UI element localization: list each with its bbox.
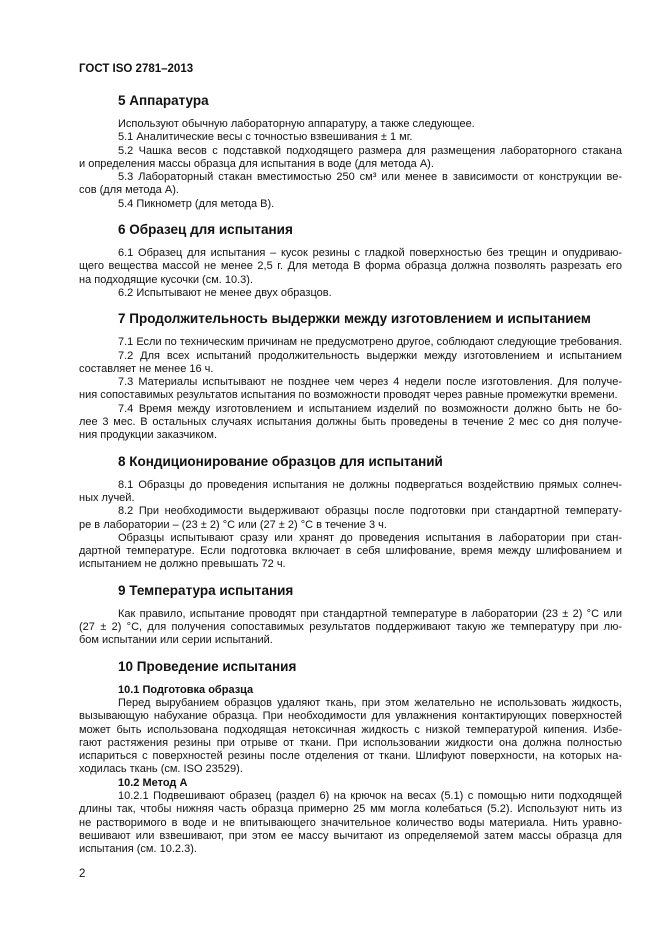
- paragraph: [79, 287, 622, 300]
- text-line: 8.1 Образцы до проведения испытания не должны подвергаться воздействию прямых солнеч-: [118, 478, 622, 491]
- paragraph: [79, 350, 622, 377]
- paragraph: [79, 198, 622, 211]
- paragraph: [79, 403, 622, 443]
- paragraph: [79, 336, 622, 349]
- subsection-heading: 10.2 Метод А: [118, 776, 188, 789]
- text-line: гают растяжения резины при отрыве от ткани. При использовании жидкости она должна полностью: [79, 736, 622, 749]
- text-line: вешивают или взвешивают, при этом ее массу вычитают из определяемой затем массы образца для: [79, 829, 622, 842]
- text-line: может быть использована подходящая нетоксичная жидкость с низкой температурой кипения. Избе-: [79, 723, 622, 736]
- paragraph: [79, 376, 622, 403]
- page-number: 2: [79, 868, 86, 881]
- text-line: 5.2 Чашка весов с подставкой подходящего размера для размещения лабораторного стакана: [118, 144, 622, 157]
- text-line: (27 ± 2) °С, для получения сопоставимых результатов поддерживают такую же температуру при лю-: [79, 621, 622, 634]
- text-line: ре в лаборатории – (23 ± 2) °С или (27 ± 2) °С в течение 3 ч.: [79, 518, 387, 531]
- paragraph: [79, 697, 622, 777]
- text-line: бом испытании или серии испытаний.: [79, 634, 273, 647]
- text-line: Как правило, испытание проводят при стандартной температуре в лаборатории (23 ± 2) °С или: [118, 607, 622, 620]
- text-line: не растворимого в воде и не впитывающего значительное количество воды материала. Нить уравно-: [79, 816, 622, 829]
- section-heading: 6 Образец для испытания: [118, 222, 293, 238]
- paragraph: [79, 118, 622, 131]
- text-line: щего вещества массой не менее 2,5 г. Для метода В форма образца должна позволять разрезать его: [79, 260, 622, 273]
- text-line: ходилась ткань (см. ISO 23529).: [79, 763, 243, 776]
- text-line: лее 3 мес. В остальных случаях испытания должны быть проведены в течение 2 мес со дня получе-: [79, 416, 622, 429]
- text-line: 7.4 Время между изготовлением и испытанием изделий по возможности должно быть не бо-: [118, 402, 622, 415]
- text-line: 6.2 Испытывают не менее двух образцов.: [118, 286, 332, 299]
- document-header: ГОСТ ISO 2781–2013: [79, 63, 194, 75]
- text-line: длины так, чтобы нижняя часть образца примерно 25 мм могла колебаться (5.2). Используют нить из: [79, 803, 622, 816]
- section: [79, 659, 622, 857]
- text-line: и определения массы образца для испытания в воде (для метода А).: [79, 157, 434, 170]
- section: [79, 222, 622, 300]
- section: [79, 583, 622, 648]
- section: [79, 93, 622, 211]
- text-line: испытанием не должно превышать 72 ч.: [79, 558, 286, 571]
- paragraph: [79, 608, 622, 648]
- subsection-heading: 10.1 Подготовка образца: [118, 683, 254, 696]
- section-heading: 5 Аппаратура: [118, 93, 209, 108]
- text-line: составляет не менее 16 ч.: [79, 362, 214, 375]
- text-line: 7.3 Материалы испытывают не позднее чем через 4 недели после изготовления. Для получе-: [118, 376, 622, 389]
- text-line: Образцы испытывают сразу или хранят до проведения испытания в лаборатории при стан-: [118, 531, 622, 544]
- text-line: Перед вырубанием образцов удаляют ткань, при этом желательно не использовать жидкость,: [118, 696, 622, 709]
- paragraph: [79, 145, 622, 172]
- text-line: испариться с поверхностей резины после отделения от ткани. Шлифуют поверхности, на которых на-: [79, 750, 622, 763]
- paragraph: [79, 532, 622, 572]
- section-heading: 9 Температура испытания: [118, 582, 294, 598]
- text-line: Используют обычную лабораторную аппаратуру, а также следующее.: [118, 118, 475, 130]
- paragraph: [79, 131, 622, 144]
- text-line: ния сопоставимых результатов испытания по возможности проводят через равные промежутки времени.: [79, 389, 618, 402]
- text-line: 6.1 Образец для испытания – кусок резины с гладкой поверхностью без трещин и опудриваю-: [118, 247, 622, 260]
- section: [79, 311, 622, 442]
- text-line: 5.3 Лабораторный стакан вместимостью 250 см³ или менее в зависимости от конструкции ве-: [118, 171, 622, 184]
- text-line: 7.2 Для всех испытаний продолжительность выдержки между изготовлением и испытанием: [118, 349, 622, 362]
- section-heading: 10 Проведение испытания: [118, 658, 297, 674]
- text-line: ных лучей.: [79, 491, 135, 504]
- paragraph: [79, 505, 622, 532]
- text-line: 5.1 Аналитические весы с точностью взвешивания ± 1 мг.: [118, 131, 413, 144]
- paragraph: [79, 790, 622, 856]
- text-line: 5.4 Пикнометр (для метода В).: [118, 197, 275, 210]
- section-heading: 7 Продолжительность выдержки между изготовлением и испытанием: [118, 311, 591, 327]
- paragraph: [79, 171, 622, 198]
- text-line: 8.2 При необходимости выдерживают образцы после подготовки при стандартной температу-: [118, 505, 622, 518]
- text-line: 10.2.1 Подвешивают образец (раздел 6) на крючок на весах (5.1) с помощью нити подходящей: [118, 789, 622, 802]
- paragraph: [79, 479, 622, 506]
- paragraph: [79, 247, 622, 287]
- section: [79, 454, 622, 572]
- text-line: вызывающую набухание образца. При необходимости для увлажнения контактирующих поверхностей: [79, 710, 622, 723]
- text-line: дартной температуре. Если подготовка включает в себя шлифование, время между шлифованием и: [79, 545, 622, 558]
- text-line: ния продукции заказчиком.: [79, 429, 217, 442]
- text-line: на подходящие кусочки (см. 10.3).: [79, 273, 254, 286]
- text-line: испытания (см. 10.2.3).: [79, 843, 197, 856]
- document-page: [79, 63, 622, 881]
- section-heading: 8 Кондиционирование образцов для испытаний: [118, 453, 443, 469]
- text-line: сов (для метода А).: [79, 184, 179, 197]
- text-line: 7.1 Если по техническим причинам не предусмотрено другое, соблюдают следующие требования.: [118, 336, 623, 349]
